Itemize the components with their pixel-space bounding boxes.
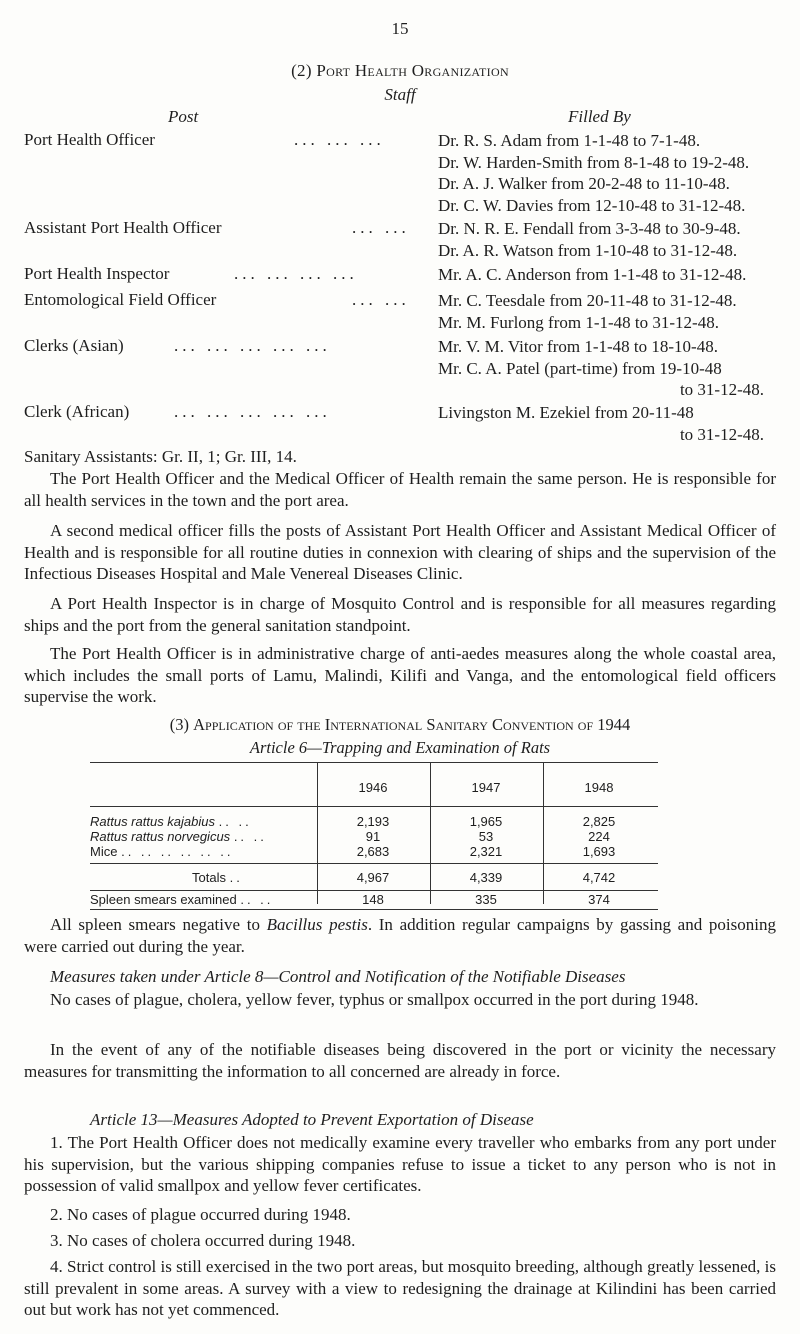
row-label-text: Rattus rattus norvegicus xyxy=(90,829,231,844)
article-6-heading: Article 6—Trapping and Examination of Rats xyxy=(249,738,551,757)
filled-line: Livingston M. Ezekiel from 20-11-48 xyxy=(438,403,694,422)
post-entomological-field-officer xyxy=(24,290,410,310)
post-label: Clerks (Asian) xyxy=(24,336,124,355)
filled-line: to 31-12-48. xyxy=(679,424,764,444)
sanitary-assistants: Sanitary Assistants: Gr. II, 1; Gr. III, 14. xyxy=(24,447,297,466)
table-rule-top xyxy=(90,762,658,763)
cell-value: 1,693 xyxy=(582,844,616,859)
post-clerks-asian xyxy=(24,336,331,356)
row-label xyxy=(90,844,233,859)
column-filled-heading: Filled By xyxy=(568,107,631,126)
filled-line: Dr. W. Harden-Smith from 8-1-48 to 19-2-48. xyxy=(438,152,750,172)
filled-line: Mr. M. Furlong from 1-1-48 to 31-12-48. xyxy=(438,312,719,332)
filled-clerks-asian xyxy=(438,336,764,401)
cell-value: 4,742 xyxy=(582,870,616,885)
cell-value: 2,321 xyxy=(469,844,503,859)
leader-dots: ... ... ... ... ... xyxy=(174,402,331,421)
text-run-italic: Bacillus pestis xyxy=(266,915,368,934)
text-run: . In addition regular campaigns by gassing and poisoning were carried out during the year. xyxy=(24,915,776,956)
filled-line: Mr. C. Teesdale from 20-11-48 to 31-12-48. xyxy=(438,291,737,310)
numbered-item: 4. Strict control is still exercised in the two port areas, but mosquito breeding, although greatly lessened, is still prevalent in some areas. A survey with a view to redesigning the drainage at Kilindini has been carried out but work has not yet commenced. xyxy=(24,1257,776,1319)
filled-port-health-officer xyxy=(438,130,749,216)
column-post-heading: Post xyxy=(168,107,199,126)
section-3-heading xyxy=(0,715,800,735)
row-label-text: Totals xyxy=(192,870,226,885)
cell-value: 4,967 xyxy=(356,870,390,885)
cell-value: 335 xyxy=(475,892,497,907)
numbered-item: 1. The Port Health Officer does not medically examine every traveller who embarks from any port under his supervision, but the various shipping companies refuse to issue a ticket to any person who is not in possession of valid smallpox and yellow fever certificates. xyxy=(24,1133,776,1195)
cell-value: 53 xyxy=(478,829,494,844)
filled-line: Mr. V. M. Vitor from 1-1-48 to 18-10-48. xyxy=(438,337,718,356)
row-label-text: Mice xyxy=(90,844,118,859)
leader-dots: ... ... ... ... ... xyxy=(174,336,331,355)
row-label xyxy=(90,892,273,907)
row-label xyxy=(90,829,267,844)
post-label: Clerk (African) xyxy=(24,402,130,421)
filled-line: Dr. R. S. Adam from 1-1-48 to 7-1-48. xyxy=(438,131,701,150)
leader-dots: .. .. .. .. .. .. xyxy=(121,844,234,859)
filled-line: Mr. A. C. Anderson from 1-1-48 to 31-12-48. xyxy=(438,265,747,284)
col-header-1946: 1946 xyxy=(358,780,388,795)
section-2-number: (2) xyxy=(291,61,317,80)
cell-value: 224 xyxy=(588,829,610,844)
filled-line: Dr. A. R. Watson from 1-10-48 to 31-12-48. xyxy=(438,240,738,260)
cell-value: 374 xyxy=(588,892,610,907)
cell-value: 2,193 xyxy=(356,814,390,829)
filled-line: Mr. C. A. Patel (part-time) from 19-10-48 xyxy=(438,358,722,378)
col-header-1947: 1947 xyxy=(471,780,501,795)
numbered-item: 2. No cases of plague occurred during 1948. xyxy=(50,1205,351,1224)
section-3-title: Application of the International Sanitary Convention of 1944 xyxy=(193,715,631,734)
leader-dots: .. .. xyxy=(233,829,267,844)
paragraph: A Port Health Inspector is in charge of Mosquito Control and is responsible for all measures regarding ships and the port from the general sanitation standpoint. xyxy=(24,594,776,635)
post-label: Assistant Port Health Officer xyxy=(24,218,222,237)
article-8-heading: Measures taken under Article 8—Control and Notification of the Notifiable Diseases xyxy=(50,967,626,986)
post-assistant-port-health-officer xyxy=(24,218,410,238)
paragraph: In the event of any of the notifiable diseases being discovered in the port or vicinity the necessary measures for transmitting the information to all concerned are already in force. xyxy=(24,1040,776,1081)
col-header-1948: 1948 xyxy=(584,780,614,795)
paragraph: No cases of plague, cholera, yellow fever, typhus or smallpox occurred in the port during 1948. xyxy=(50,990,699,1009)
post-label: Port Health Officer xyxy=(24,130,155,149)
row-label-text: Rattus rattus kajabius xyxy=(90,814,216,829)
table-rule-header xyxy=(90,806,658,807)
section-3-number: (3) xyxy=(169,715,194,734)
leader-dots: .. xyxy=(229,870,243,885)
staff-subheading: Staff xyxy=(384,85,416,104)
cell-value: 2,825 xyxy=(582,814,616,829)
leader-dots: .. .. xyxy=(240,892,274,907)
paragraph: The Port Health Officer is in administrative charge of anti-aedes measures along the whole coastal area, which includes the small ports of Lamu, Malindi, Kilifi and Vanga, and the entomological field officers supervise the work. xyxy=(24,644,776,706)
page-number: 15 xyxy=(391,19,409,38)
leader-dots: .. .. xyxy=(218,814,252,829)
filled-assistant-port-health-officer xyxy=(438,218,741,261)
post-label: Port Health Inspector xyxy=(24,264,170,283)
row-label xyxy=(90,814,252,829)
post-label: Entomological Field Officer xyxy=(24,290,217,309)
leader-dots: ... ... xyxy=(352,290,410,309)
row-label xyxy=(192,870,243,885)
paragraph: The Port Health Officer and the Medical Officer of Health remain the same person. He is responsible for all health services in the town and the port area. xyxy=(24,469,776,510)
numbered-item: 3. No cases of cholera occurred during 1948. xyxy=(50,1231,356,1250)
paragraph: A second medical officer fills the posts of Assistant Port Health Officer and Assistant Medical Officer of Health and is responsible for all routine duties in connexion with clearing of ships and the supervision of the Infectious Diseases Hospital and Male Venereal Diseases Clinic. xyxy=(24,521,776,583)
filled-line: Dr. C. W. Davies from 12-10-48 to 31-12-48. xyxy=(438,195,746,215)
post-clerk-african xyxy=(24,402,331,422)
filled-port-health-inspector xyxy=(438,264,746,286)
cell-value: 2,683 xyxy=(356,844,390,859)
leader-dots: ... ... xyxy=(352,218,410,237)
filled-line: Dr. N. R. E. Fendall from 3-3-48 to 30-9-48. xyxy=(438,219,741,238)
cell-value: 1,965 xyxy=(469,814,503,829)
cell-value: 91 xyxy=(365,829,381,844)
cell-value: 4,339 xyxy=(469,870,503,885)
filled-entomological-field-officer xyxy=(438,290,737,333)
leader-dots: ... ... ... ... xyxy=(234,264,358,283)
row-label-text: Spleen smears examined xyxy=(90,892,237,907)
text-run: All spleen smears negative to xyxy=(50,915,267,934)
post-port-health-officer xyxy=(24,130,385,150)
leader-dots: ... ... ... xyxy=(294,130,385,149)
table-rule xyxy=(90,890,658,891)
post-port-health-inspector xyxy=(24,264,358,284)
section-2-heading xyxy=(0,61,800,81)
filled-line: Dr. A. J. Walker from 20-2-48 to 11-10-48. xyxy=(438,174,730,193)
article-13-heading: Article 13—Measures Adopted to Prevent Exportation of Disease xyxy=(90,1110,534,1129)
section-2-title: Port Health Organization xyxy=(316,61,509,80)
rat-table xyxy=(90,762,658,930)
spleen-smears-paragraph xyxy=(24,914,776,957)
filled-line: to 31-12-48. xyxy=(679,380,764,399)
table-rule-bottom xyxy=(90,909,658,910)
cell-value: 148 xyxy=(362,892,384,907)
table-rule xyxy=(90,863,658,864)
filled-clerk-african xyxy=(438,402,764,445)
